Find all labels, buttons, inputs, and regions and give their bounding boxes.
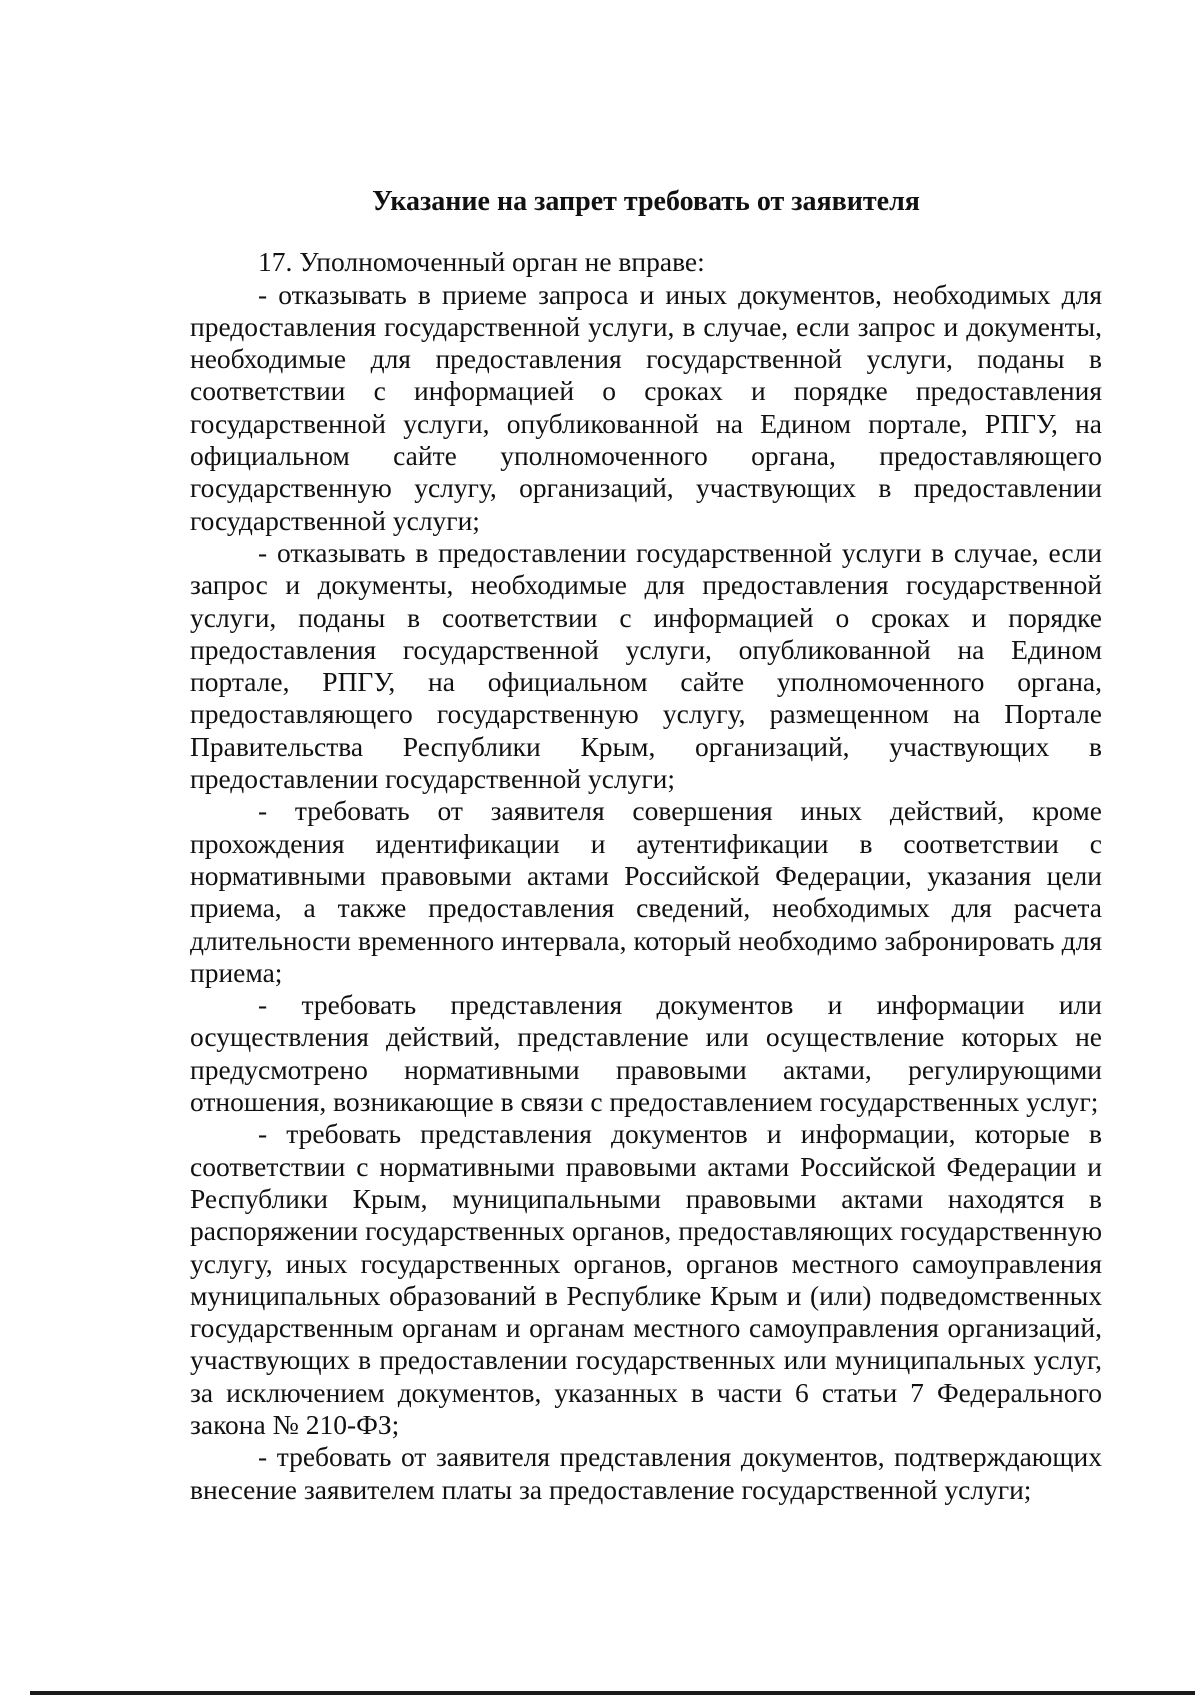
clause-item: - отказывать в приеме запроса и иных документов, необходимых для предоставления государственной услуги, в случае, если запрос и документы, необходимые для предоставления государственной услуги, поданы в соответствии с информацией о сроках и порядке предоставления государственной услуги, опубликованной на Едином портале, РПГУ, на официальном сайте уполномоченного органа, предоставляющего государственную услугу, организаций, участвующих в предоставлении государственной услуги; [190, 278, 1102, 536]
document-body [190, 186, 1102, 1506]
scan-bottom-edge-line [30, 1691, 1195, 1695]
clause-item: - отказывать в предоставлении государственной услуги в случае, если запрос и документы, необходимые для предоставления государственной услуги, поданы в соответствии с информацией о сроках и порядке предоставления государственной услуги, опубликованной на Едином портале, РПГУ, на официальном сайте уполномоченного органа, предоставляющего государственную услугу, размещенном на Портале Правительства Республики Крым, организаций, участвующих в предоставлении государственной услуги; [190, 536, 1102, 795]
clause-item: - требовать от заявителя представления документов, подтверждающих внесение заявителем платы за предоставление государственной услуги; [190, 1441, 1102, 1505]
clause-item: - требовать представления документов и информации, которые в соответствии с нормативными правовыми актами Российской Федерации и Республики Крым, муниципальными правовыми актами находятся в распоряжении государственных органов, предоставляющих государственную услугу, иных государственных органов, органов местного самоуправления муниципальных образований в Республике Крым и (или) подведомственных государственным органам и органам местного самоуправления организаций, участвующих в предоставлении государственных или муниципальных услуг, за исключением документов, указанных в части 6 статьи 7 Федерального закона № 210-ФЗ; [190, 1118, 1102, 1440]
clause-intro: 17. Уполномоченный орган не вправе: [258, 246, 705, 278]
section-title: Указание на запрет требовать от заявителя [372, 186, 920, 217]
clause-item: - требовать представления документов и информации или осуществления действий, представление или осуществление которых не предусмотрено нормативными правовыми актами, регулирующими отношения, возникающие в связи с предоставлением государственных услуг; [190, 989, 1102, 1118]
clause-item: - требовать от заявителя совершения иных действий, кроме прохождения идентификации и аутентификации в соответствии с нормативными правовыми актами Российской Федерации, указания цели приема, а также предоставления сведений, необходимых для расчета длительности временного интервала, который необходимо забронировать для приема; [190, 795, 1102, 988]
